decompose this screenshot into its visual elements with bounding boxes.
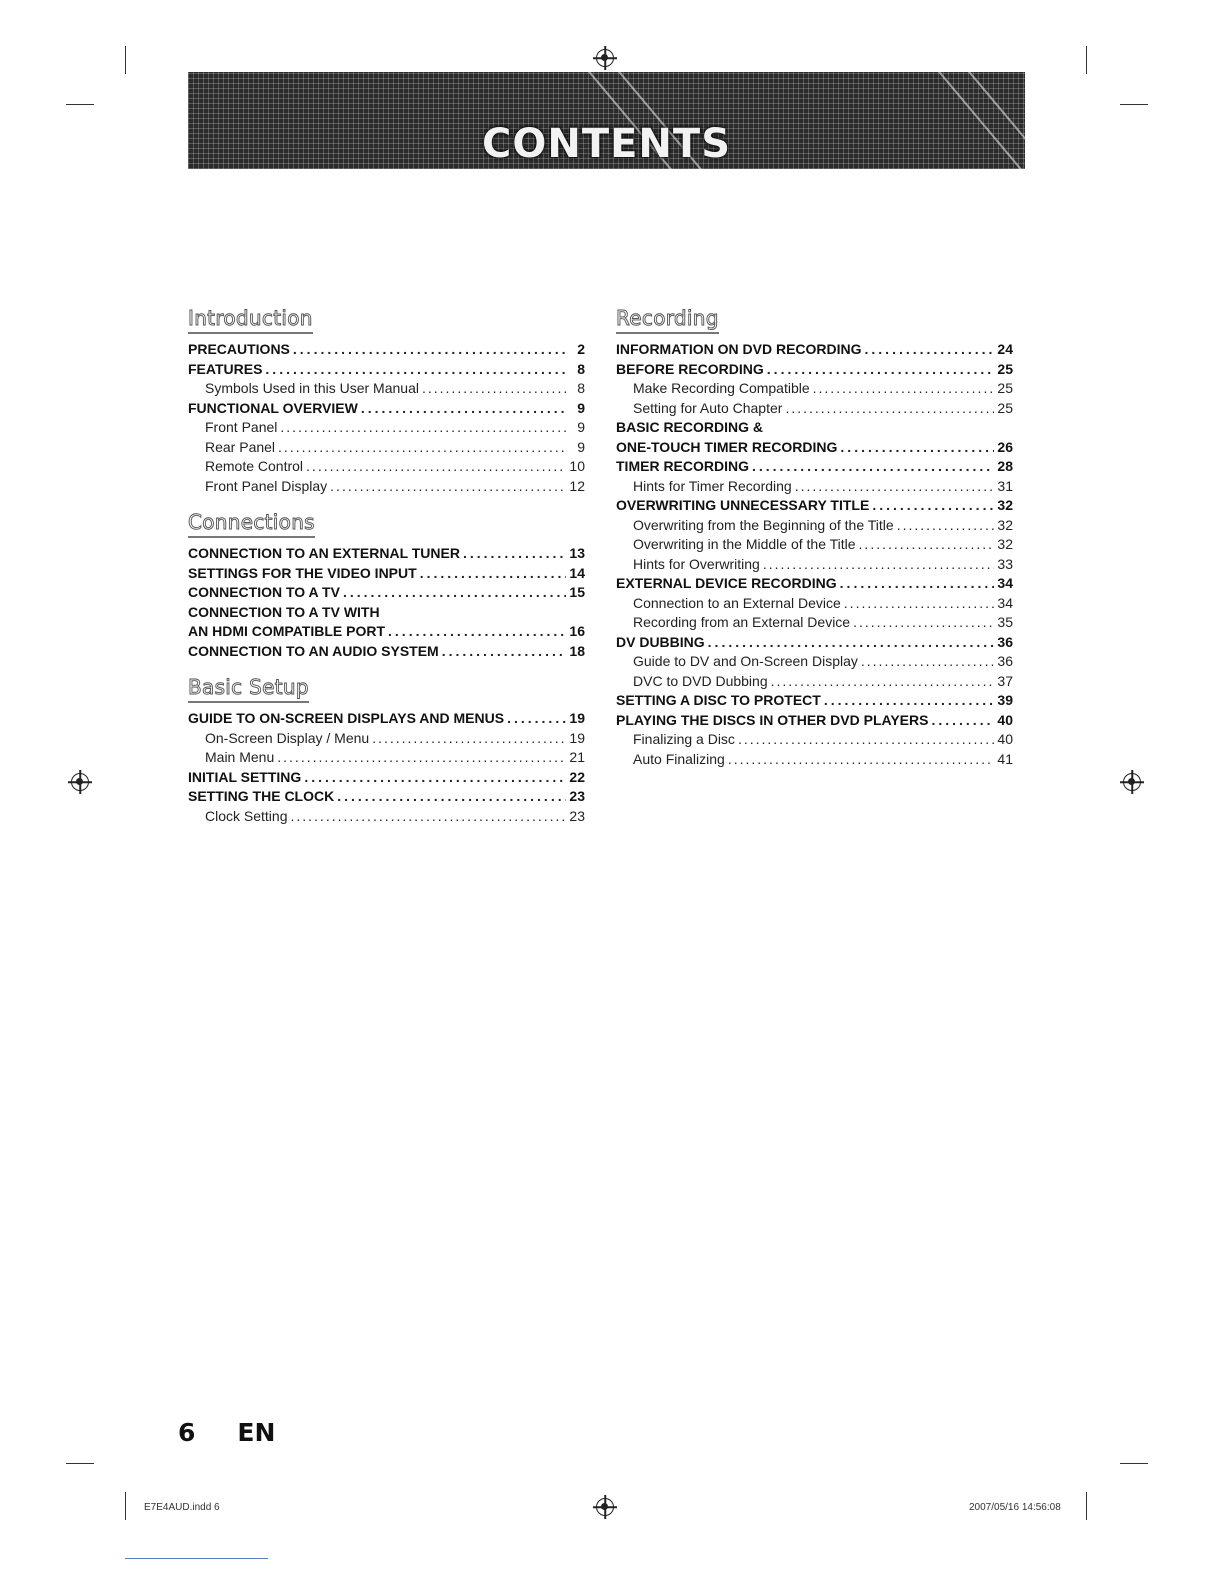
- page-number: [178, 1418, 275, 1447]
- dot-leader: [442, 642, 567, 662]
- toc-entry-title: CONNECTION TO AN EXTERNAL TUNER: [188, 545, 460, 561]
- toc-entry-page: 28: [997, 458, 1013, 474]
- toc-entry-page: 34: [997, 594, 1013, 611]
- page-title: CONTENTS: [481, 121, 731, 167]
- toc-entry-page: 10: [569, 458, 585, 474]
- toc-entry-title: Overwriting in the Middle of the Title: [633, 536, 856, 552]
- toc-entry-title: On-Screen Display / Menu: [205, 729, 370, 746]
- toc-entry[interactable]: [616, 438, 1013, 458]
- dot-leader: [280, 418, 568, 438]
- toc-entry-page: 9: [577, 419, 585, 435]
- toc-entry-page: 36: [997, 653, 1013, 669]
- toc-entry[interactable]: [188, 583, 585, 603]
- toc-entry[interactable]: [616, 496, 1013, 516]
- toc-entry-title: Rear Panel: [205, 438, 276, 455]
- toc-entry[interactable]: [616, 379, 1013, 399]
- toc-entry-title: Overwriting from the Beginning of the Title: [633, 516, 894, 533]
- toc-entry-title: INITIAL SETTING: [188, 768, 302, 785]
- toc-right-column: [616, 306, 1013, 783]
- toc-entry-title: AN HDMI COMPATIBLE PORT: [188, 623, 386, 639]
- dot-leader: [853, 613, 994, 633]
- toc-entry[interactable]: [188, 457, 585, 477]
- toc-entry[interactable]: [616, 535, 1013, 555]
- registration-mark-icon: [596, 49, 614, 67]
- footer-timestamp: 2007/05/16 14:56:08: [969, 1502, 1061, 1513]
- crop-mark: [1086, 1492, 1087, 1520]
- toc-entry[interactable]: [616, 360, 1013, 380]
- dot-leader: [738, 730, 994, 750]
- toc-entry[interactable]: [616, 711, 1013, 731]
- toc-entry[interactable]: [188, 360, 585, 380]
- toc-entry-page: 18: [569, 642, 585, 659]
- toc-section: [616, 306, 1013, 769]
- toc-entry[interactable]: [188, 399, 585, 419]
- toc-entry[interactable]: [616, 691, 1013, 711]
- registration-mark-icon: [71, 773, 89, 791]
- footer-file: E7E4AUD.indd 6: [144, 1502, 220, 1513]
- toc-entry-page: 32: [997, 536, 1013, 552]
- dot-leader: [507, 709, 566, 729]
- toc-entry-page: 19: [569, 710, 585, 726]
- toc-entry-title: TIMER RECORDING: [616, 458, 749, 474]
- dot-leader: [463, 544, 566, 564]
- dot-leader: [785, 399, 994, 419]
- toc-entry-page: 26: [997, 438, 1013, 455]
- toc-entry-page: 36: [997, 633, 1013, 650]
- toc-entry-page: 35: [997, 614, 1013, 630]
- toc-entry-title: FUNCTIONAL OVERVIEW: [188, 399, 358, 416]
- crop-mark: [1120, 104, 1148, 105]
- section-title: Introduction: [188, 306, 313, 334]
- toc-entry[interactable]: [616, 574, 1013, 594]
- crop-mark: [1120, 1463, 1148, 1464]
- dot-leader: [388, 622, 566, 642]
- toc-entry-page: 34: [997, 575, 1013, 591]
- toc-entry[interactable]: [616, 399, 1013, 419]
- toc-entry-title: CONNECTION TO A TV: [188, 584, 340, 600]
- dot-leader: [763, 555, 995, 575]
- toc-entry[interactable]: [188, 379, 585, 399]
- toc-entry-page: 33: [997, 555, 1013, 572]
- dot-leader: [337, 787, 566, 807]
- toc-entry-page: 16: [569, 623, 585, 639]
- dot-leader: [290, 807, 566, 827]
- dot-leader: [840, 438, 994, 458]
- toc-entry-page: 41: [997, 750, 1013, 767]
- dot-leader: [859, 535, 995, 555]
- dot-leader: [304, 768, 566, 788]
- toc-entry-page: 22: [569, 768, 585, 785]
- language-code: EN: [237, 1418, 276, 1447]
- toc-entry[interactable]: [616, 418, 1013, 438]
- toc-entry-title: Front Panel Display: [205, 477, 328, 494]
- toc-entry-title: SETTINGS FOR THE VIDEO INPUT: [188, 564, 417, 581]
- toc-entry[interactable]: [188, 787, 585, 807]
- dot-leader: [795, 477, 995, 497]
- toc-entry-title: CONNECTION TO A TV WITH: [188, 603, 380, 620]
- toc-entry-title: Hints for Overwriting: [633, 555, 760, 572]
- toc-entry-title: Clock Setting: [205, 807, 288, 824]
- dot-leader: [813, 379, 995, 399]
- toc-entry-title: DVC to DVD Dubbing: [633, 672, 768, 689]
- toc-entry-page: 40: [997, 711, 1013, 728]
- toc-entry-title: EXTERNAL DEVICE RECORDING: [616, 575, 837, 591]
- dot-leader: [728, 750, 995, 770]
- toc-entry[interactable]: [616, 613, 1013, 633]
- toc-section: [188, 675, 585, 826]
- dot-leader: [897, 516, 995, 536]
- toc-entry[interactable]: [188, 418, 585, 438]
- dot-leader: [361, 399, 568, 419]
- contents-banner: [188, 72, 1025, 169]
- toc-entry-page: 2: [577, 341, 585, 357]
- toc-entry[interactable]: [616, 730, 1013, 750]
- toc-entry[interactable]: [188, 340, 585, 360]
- toc-entry-page: 25: [997, 399, 1013, 416]
- dot-leader: [767, 360, 995, 380]
- toc-entry[interactable]: [616, 340, 1013, 360]
- toc-entry-title: Front Panel: [205, 419, 278, 435]
- dot-leader: [824, 691, 995, 711]
- toc-entry[interactable]: [188, 603, 585, 623]
- toc-section: [188, 510, 585, 661]
- toc-entry[interactable]: [616, 477, 1013, 497]
- toc-entry[interactable]: [616, 555, 1013, 575]
- dot-leader: [293, 340, 568, 360]
- toc-entry-title: BASIC RECORDING &: [616, 419, 764, 435]
- section-title: Basic Setup: [188, 675, 309, 703]
- toc-section: [188, 306, 585, 496]
- dot-leader: [708, 633, 995, 653]
- toc-entry-title: PLAYING THE DISCS IN OTHER DVD PLAYERS: [616, 711, 929, 728]
- toc-entry-title: CONNECTION TO AN AUDIO SYSTEM: [188, 642, 439, 659]
- toc-entry-title: Auto Finalizing: [633, 750, 725, 767]
- toc-entry-page: 25: [997, 380, 1013, 396]
- toc-entry[interactable]: [616, 633, 1013, 653]
- toc-entry[interactable]: [188, 564, 585, 584]
- toc-entry-page: 37: [997, 672, 1013, 689]
- toc-entry-title: Hints for Timer Recording: [633, 477, 792, 494]
- toc-entry-title: Connection to an External Device: [633, 594, 841, 611]
- toc-entry-title: ONE-TOUCH TIMER RECORDING: [616, 438, 838, 455]
- toc-entry-title: BEFORE RECORDING: [616, 360, 764, 377]
- toc-entry-page: 40: [997, 731, 1013, 747]
- toc-entry-page: 15: [569, 584, 585, 600]
- dot-leader: [872, 496, 994, 516]
- toc-entry-title: Guide to DV and On-Screen Display: [633, 653, 858, 669]
- toc-entry[interactable]: [188, 729, 585, 749]
- toc-entry-title: SETTING THE CLOCK: [188, 788, 335, 804]
- toc-entry-title: INFORMATION ON DVD RECORDING: [616, 341, 862, 357]
- toc-entry[interactable]: [188, 748, 585, 768]
- toc-entry-page: 8: [577, 360, 585, 377]
- crop-mark: [125, 46, 126, 74]
- section-title: Recording: [616, 306, 719, 334]
- dot-leader: [931, 711, 994, 731]
- dot-leader: [861, 652, 995, 672]
- toc-entry-page: 31: [997, 477, 1013, 494]
- toc-entry[interactable]: [188, 438, 585, 458]
- dot-leader: [752, 457, 994, 477]
- dot-leader: [840, 574, 995, 594]
- dot-leader: [420, 564, 567, 584]
- dot-leader: [277, 748, 566, 768]
- toc-entry[interactable]: [616, 516, 1013, 536]
- toc-entry-title: Finalizing a Disc: [633, 731, 735, 747]
- toc-entry-title: DV DUBBING: [616, 633, 705, 650]
- toc-entry-title: Main Menu: [205, 749, 275, 765]
- dot-leader: [844, 594, 995, 614]
- toc-entry-title: Recording from an External Device: [633, 614, 851, 630]
- dot-leader: [771, 672, 995, 692]
- toc-entry-page: 19: [569, 729, 585, 746]
- crop-mark: [125, 1492, 126, 1520]
- toc-entry-page: 25: [997, 360, 1013, 377]
- toc-entry-title: Make Recording Compatible: [633, 380, 810, 396]
- dot-leader: [306, 457, 566, 477]
- registration-mark-icon: [596, 1498, 614, 1516]
- toc-entry-title: SETTING A DISC TO PROTECT: [616, 692, 821, 708]
- section-title: Connections: [188, 510, 315, 538]
- toc-entry-page: 14: [569, 564, 585, 581]
- toc-entry-page: 8: [577, 380, 585, 396]
- crop-mark: [66, 1463, 94, 1464]
- toc-entry[interactable]: [616, 652, 1013, 672]
- toc-entry-page: 9: [577, 438, 585, 455]
- dot-leader: [343, 583, 566, 603]
- dot-leader: [865, 340, 995, 360]
- registration-mark-icon: [1123, 773, 1141, 791]
- toc-left-column: [188, 306, 585, 840]
- toc-entry-title: PRECAUTIONS: [188, 341, 290, 357]
- dot-leader: [265, 360, 568, 380]
- toc-entry-page: 12: [569, 477, 585, 494]
- toc-entry-title: OVERWRITING UNNECESSARY TITLE: [616, 497, 870, 513]
- toc-entry[interactable]: [188, 544, 585, 564]
- dot-leader: [422, 379, 568, 399]
- crop-mark: [66, 104, 94, 105]
- divider: [125, 1558, 268, 1559]
- toc-entry-page: 24: [997, 341, 1013, 357]
- toc-entry[interactable]: [188, 642, 585, 662]
- dot-leader: [372, 729, 566, 749]
- toc-entry-page: 32: [997, 516, 1013, 533]
- toc-entry[interactable]: [188, 477, 585, 497]
- toc-entry-title: FEATURES: [188, 360, 263, 377]
- toc-entry-page: 21: [569, 749, 585, 765]
- toc-entry[interactable]: [188, 768, 585, 788]
- toc-entry-title: Setting for Auto Chapter: [633, 399, 783, 416]
- toc-entry[interactable]: [616, 672, 1013, 692]
- toc-entry[interactable]: [616, 750, 1013, 770]
- toc-entry-page: 13: [569, 545, 585, 561]
- dot-leader: [278, 438, 568, 458]
- toc-entry-page: 9: [577, 399, 585, 416]
- toc-entry-title: GUIDE TO ON-SCREEN DISPLAYS AND MENUS: [188, 710, 505, 726]
- crop-mark: [1086, 46, 1087, 74]
- dot-leader: [330, 477, 566, 497]
- toc-entry[interactable]: [188, 709, 585, 729]
- toc-entry-page: 32: [997, 497, 1013, 513]
- page-number-value: 6: [178, 1418, 196, 1447]
- toc-entry[interactable]: [188, 622, 585, 642]
- toc-entry[interactable]: [616, 594, 1013, 614]
- toc-entry[interactable]: [616, 457, 1013, 477]
- toc-entry-page: 23: [569, 788, 585, 804]
- toc-entry-page: 39: [997, 692, 1013, 708]
- toc-entry-title: Symbols Used in this User Manual: [205, 380, 419, 396]
- toc-entry[interactable]: [188, 807, 585, 827]
- toc-entry-page: 23: [569, 807, 585, 824]
- toc-entry-title: Remote Control: [205, 458, 304, 474]
